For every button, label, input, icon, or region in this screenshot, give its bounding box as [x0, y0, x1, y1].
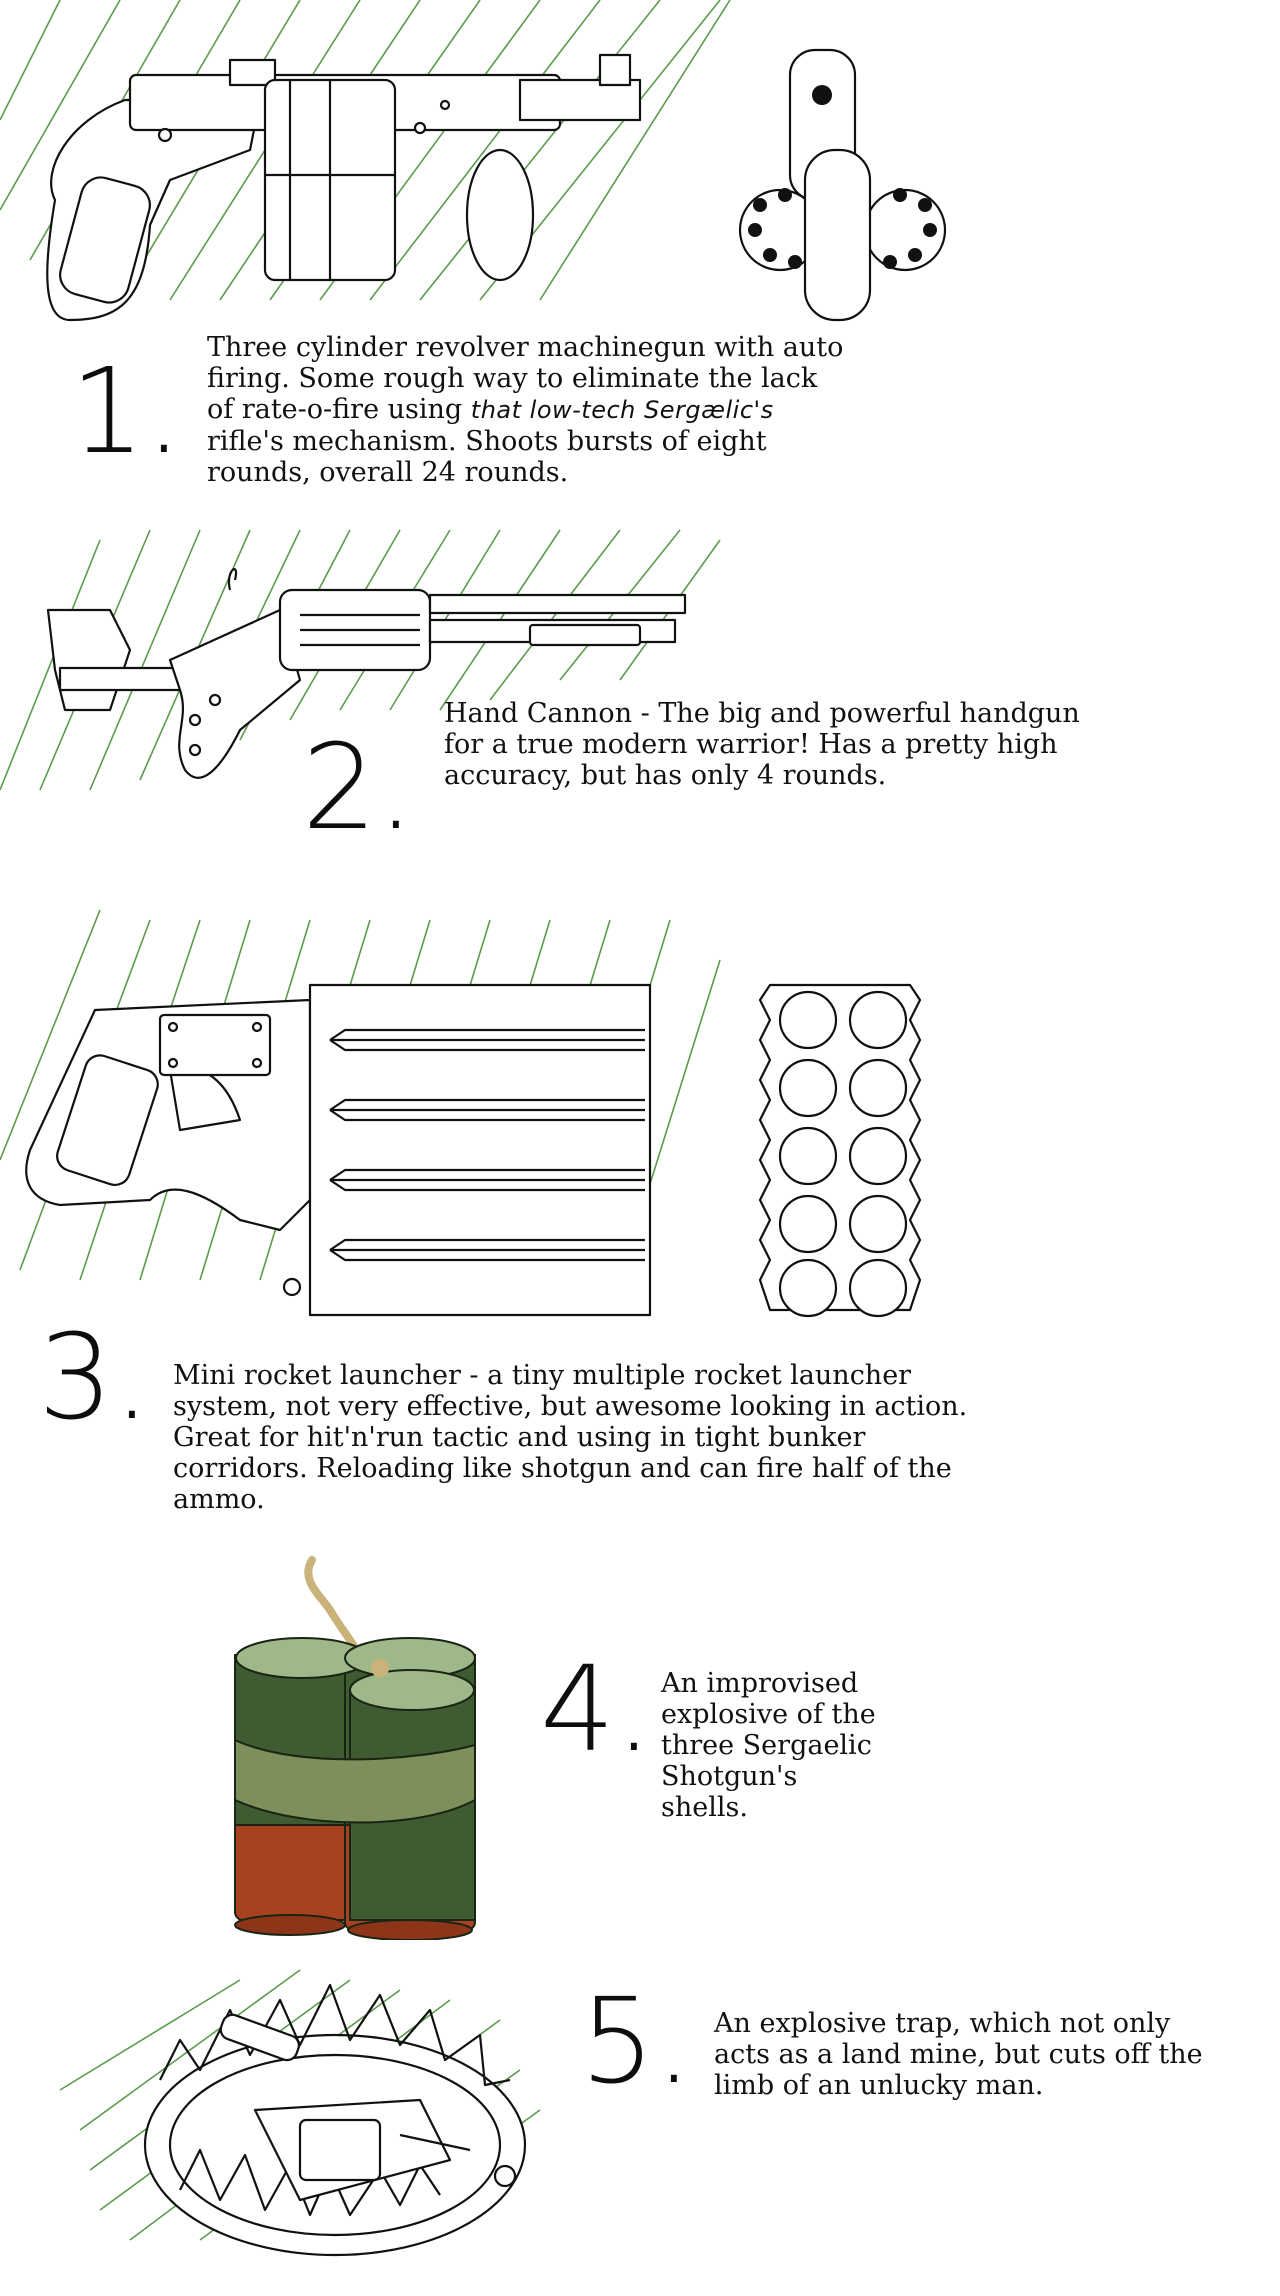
mini-rocket-launcher-illustration	[0, 900, 1280, 1320]
entry-number-1: 1.	[70, 342, 183, 480]
entry-description-1-text-b: rifle's mechanism. Shoots bursts of eight rounds, overall 24 rounds.	[207, 426, 767, 488]
entry-description-2: Hand Cannon - The big and powerful handgun for a true modern warrior! Has a pretty high accuracy, but has only 4 rounds.	[444, 698, 1080, 791]
entry-description-1	[207, 332, 847, 488]
entry-description-3: Mini rocket launcher - a tiny multiple rocket launcher system, not very effective, but awesome looking in action. Great for hit'n'run tactic and using in tight bunker corridors. Reloading like shotgun and can fire half of the ammo.	[173, 1360, 968, 1515]
entry-description-4: An improvised explosive of the three Sergaelic Shotgun's shells.	[661, 1668, 876, 1823]
entry-number-2: 2.	[302, 718, 415, 856]
entry-description-1-text-a: Three cylinder revolver machinegun with auto firing. Some rough way to eliminate the lack of rate-o-fire using	[207, 332, 844, 425]
entry-3	[0, 900, 1280, 1520]
entry-4	[0, 1540, 1280, 1940]
entry-description-1-handwritten: that low-tech Sergælic's	[470, 396, 774, 424]
entry-number-4: 4.	[540, 1640, 653, 1778]
entry-number-3: 3.	[38, 1308, 151, 1446]
entry-5	[0, 1940, 1280, 2296]
entry-number-5: 5.	[580, 1972, 693, 2110]
entry-2	[0, 520, 1280, 900]
entry-description-5: An explosive trap, which not only acts as a land mine, but cuts off the limb of an unlucky man.	[714, 2008, 1203, 2101]
entry-1	[0, 0, 1280, 500]
